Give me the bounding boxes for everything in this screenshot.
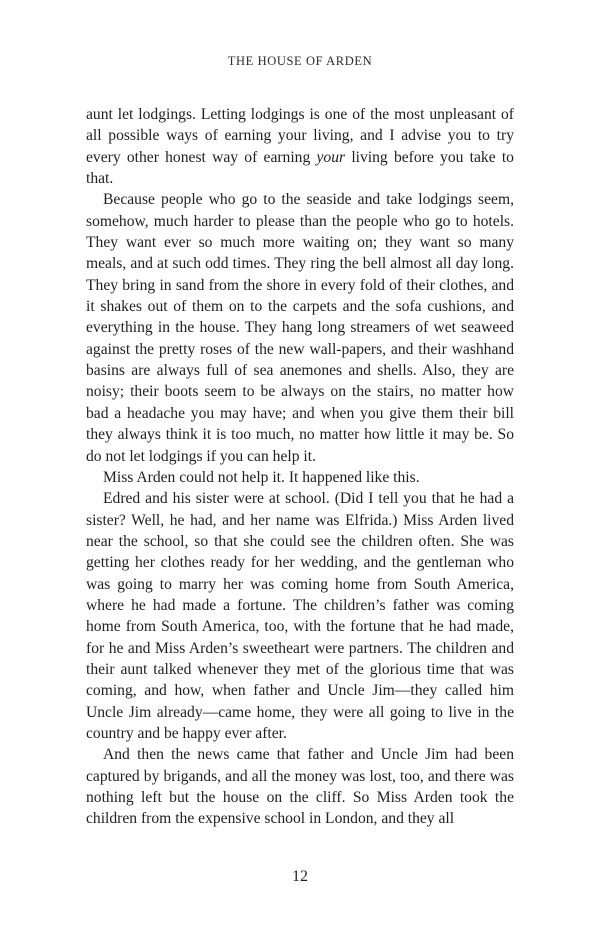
paragraph-2: Because people who go to the seaside and take lodgings seem, somehow, much harder to please than the people who go to hotels. They want ever so much more waiting on; they want so many meals, and at such odd times. They ring the bell almost all day long. They bring in sand from the shore in every fold of their clothes, and it shakes out of them on to the carpets and the sofa cushions, and everything in the house. They hang long streamers of wet seaweed against the pretty roses of the new wall-papers, and their washhand basins are always full of sea anemones and shells. Also, they are noisy; their boots seem to be always on the stairs, no matter how bad a headache you may have; and when you give them their bill they always think it is too much, no matter how little it may be. So do not let lodgings if you can help it. bbox=[86, 191, 514, 465]
paragraph-4: Edred and his sister were at school. (Did I tell you that he had a sister? Well, he had, and her name was Elfrida.) Miss Arden lived near the school, so that she could see the children often. She was getting her clothes ready for her wedding, and the gentleman who was going to marry her was coming home from South America, where he had made a fortune. The children’s father was coming home from South America, too, with the fortune that he had made, for he and Miss Arden’s sweetheart were partners. The children and their aunt talked whenever they met of the glorious time that was coming, and how, when father and Uncle Jim—they called him Uncle Jim already—came home, they were all going to live in the country and be happy ever after. bbox=[86, 490, 514, 742]
paragraph-1-after: living before you take to that. bbox=[86, 148, 514, 188]
running-head-title: THE HOUSE OF ARDEN bbox=[227, 54, 373, 68]
paragraph-1-before: aunt let lodgings. Letting lodgings is one of the most unpleasant of all possible ways of earning your living, and I advise you to try every other honest way of earning bbox=[86, 106, 514, 166]
paragraph-1-emphasis: your bbox=[316, 148, 346, 166]
paragraph-5: And then the news came that father and Uncle Jim had been captured by brigands, and all the money was lost, too, and there was nothing left but the house on the cliff. So Miss Arden took the children from the expensive school in London, and they all bbox=[86, 746, 514, 828]
paragraph-1 bbox=[86, 104, 514, 189]
page-number: 12 bbox=[292, 868, 308, 885]
paragraph-3: Miss Arden could not help it. It happened like this. bbox=[103, 468, 420, 486]
body-text bbox=[86, 104, 514, 830]
